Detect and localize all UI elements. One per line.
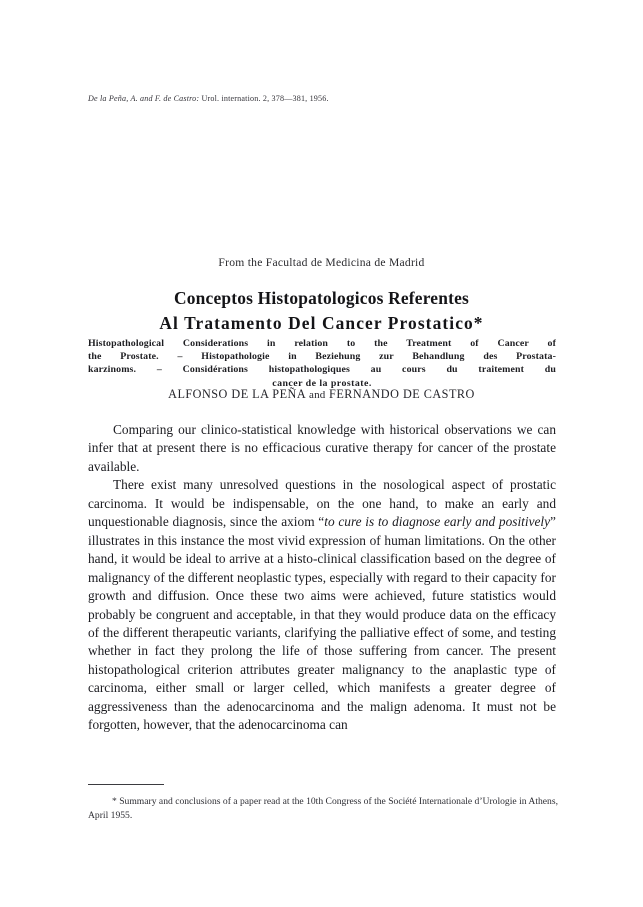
subtitle-line-french: karzinoms. – Considérations histopathologiques au cours du traitement du (88, 364, 556, 376)
author-second: FERNANDO DE CASTRO (329, 387, 475, 401)
subtitle-line-english: Histopathological Considerations in relation to the Treatment of Cancer of (88, 338, 556, 349)
multilingual-subtitle (88, 337, 556, 390)
running-citation (88, 94, 558, 103)
footnote-separator-rule (88, 784, 164, 785)
citation-authors: De la Peña, A. and F. de Castro: (88, 94, 200, 103)
footnote-body: Summary and conclusions of a paper read at the 10th Congress of the Société Internationale d’Urologie in Athens, April 1955. (88, 796, 558, 821)
subtitle-line-german: the Prostate. – Histopathologie in Beziehung zur Behandlung des Prostata- (88, 351, 556, 363)
body-axiom-quote: to cure is to diagnose early and positively (324, 514, 551, 530)
author-byline (0, 387, 643, 402)
affiliation-line: From the Facultad de Medicina de Madrid (218, 256, 425, 269)
article-body (88, 421, 556, 735)
title-line-2: Al Tratamento Del Cancer Prostatico* (159, 313, 484, 333)
body-paragraph-2-part-2: ” illustrates in this instance the most vivid expression of human limitations. On the other hand, it would be ideal to arrive at a histo-clinical classification based on the degree of malignancy of the different neoplastic types, especially with regard to their capacity for growth and diffusion. Once these two aims were achieved, future statistics would probably be congruent and acceptable, in that they would produce data on the efficacy of the different therapeutic variants, clarifying the palliative effect of some, and testing whether in fact they prolong the life of those suffering from cancer. The present histopathological criterion attributes greater malignancy to the anaplastic type of carcinoma, either small or larger celled, which manifests a greater degree of aggressiveness than the adenocarcinoma and the malign adenoma. It must not be forgotten, however, that the adenocarcinoma can (88, 514, 556, 733)
body-paragraph-2 (88, 476, 556, 734)
body-paragraph-2-part-1: There exist many unresolved questions in the nosological aspect of prostatic carcinoma. It would be indispensable, on the one hand, to make an early and unquestionable diagnosis, since the axiom “ (88, 477, 556, 530)
title-line-1: Conceptos Histopatologicos Referentes (174, 288, 469, 308)
footnote (88, 795, 558, 822)
body-paragraph-1: Comparing our clinico-statistical knowledge with historical observations we can infer that at present there is no efficacious curative therapy for cancer of the prostate available. (88, 422, 556, 474)
author-first: ALFONSO DE LA PEÑA (168, 387, 306, 401)
footnote-marker: * (112, 796, 117, 807)
citation-source: Urol. internation. 2, 378—381, 1956. (199, 94, 329, 103)
page-title (0, 286, 643, 336)
subtitle-line-french-end: cancer de la prostate. (272, 377, 372, 389)
footnote-text (88, 795, 558, 822)
author-conjunction: and (309, 389, 326, 401)
